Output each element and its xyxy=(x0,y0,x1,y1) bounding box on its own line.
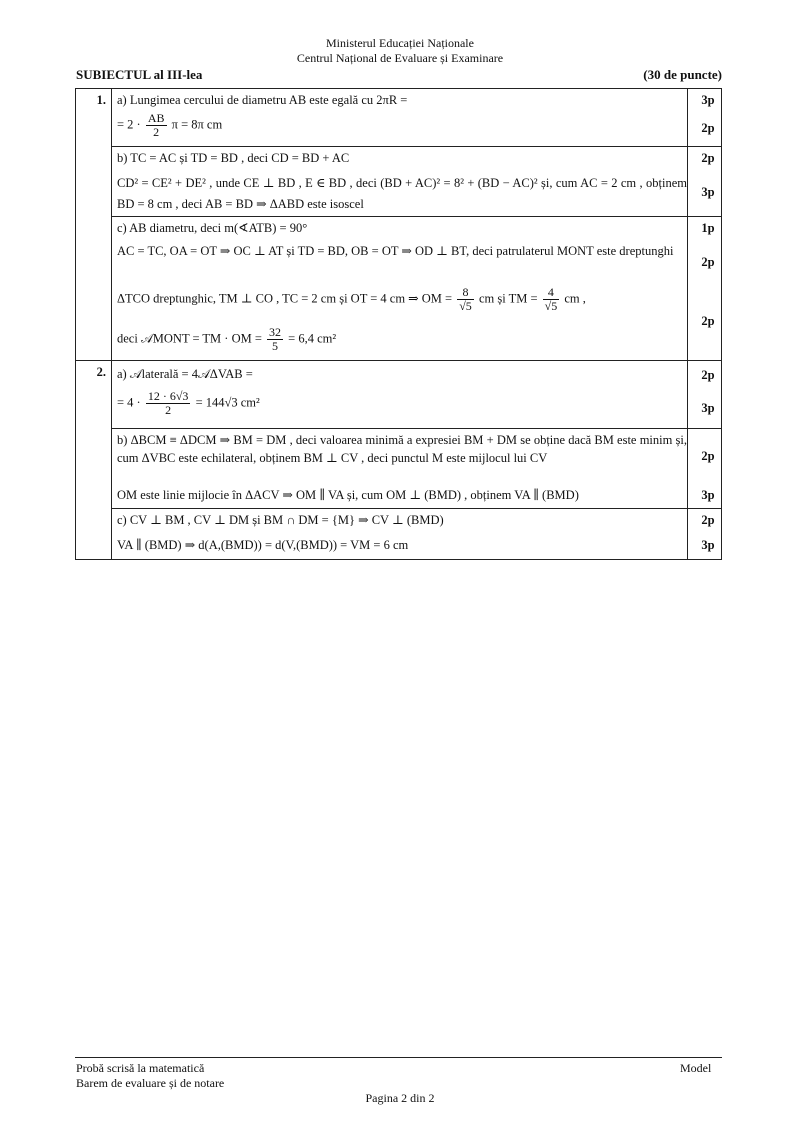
footer-barem: Barem de evaluare și de notare xyxy=(76,1076,225,1090)
q1a-fraction-den: 2 xyxy=(153,125,160,139)
q2c-points-1: 2p xyxy=(701,513,715,527)
q1a-line2-prefix: = 2 · xyxy=(117,117,141,132)
q2a-line2 xyxy=(117,390,260,417)
header-center: Centrul Național de Evaluare și Examinare xyxy=(296,51,504,65)
footer-page-number: Pagina 2 din 2 xyxy=(365,1091,435,1105)
q1b-points-1: 2p xyxy=(701,151,715,165)
footer-divider xyxy=(75,1057,722,1058)
header-ministry: Ministerul Educației Naționale xyxy=(326,36,474,50)
q1a-line1: a) Lungimea cercului de diametru AB este egală cu 2πR = xyxy=(117,93,408,107)
q2a-fraction-num: 12 · 6√3 xyxy=(147,389,189,403)
q1c-line4-suffix: = 6,4 cm² xyxy=(288,331,337,346)
footer-exam: Probă scrisă la matematică xyxy=(76,1061,205,1075)
q2a-line1: a) 𝒜laterală = 4𝒜ΔVAB = xyxy=(117,367,253,381)
q1b-line1: b) TC = AC și TD = BD , deci CD = BD + AC xyxy=(117,151,350,165)
q1a-fraction xyxy=(146,112,167,139)
q1c-fraction-om xyxy=(457,286,474,313)
subject-title: SUBIECTUL al III-lea xyxy=(76,67,203,82)
q1c-fraction-area-num: 32 xyxy=(269,325,282,339)
q1c-line4-prefix: deci 𝒜MONT = TM · OM = xyxy=(117,331,262,346)
question-number-2: 2. xyxy=(96,365,106,379)
q1b-points-2: 3p xyxy=(701,185,715,199)
q1c-line1: c) AB diametru, deci m(∢ATB) = 90° xyxy=(117,221,308,235)
q1c-points-3: 2p xyxy=(701,314,715,328)
q2a-fraction-den: 2 xyxy=(165,403,172,417)
q2b-line1: b) ΔBCM ≡ ΔDCM ⇒ BM = DM , deci valoarea minimă a expresiei BM + DM se obține dacă BM este minim și, cum ΔVBC este echilateral, obținem BM ⊥ CV , deci punctul M este mijlocul lui CV xyxy=(117,433,687,465)
q1c-points-1: 1p xyxy=(701,221,715,235)
q2a-fraction xyxy=(146,390,191,417)
subject-points: (30 de puncte) xyxy=(643,67,722,82)
q1c-line2: AC = TC, OA = OT ⇒ OC ⊥ AT și TD = BD, OB = OT ⇒ OD ⊥ BT, deci patrulaterul MONT este dreptunghi xyxy=(117,244,674,258)
q2a-points-1: 2p xyxy=(701,368,715,382)
q1c-line3 xyxy=(117,286,586,313)
q1a-points-1: 3p xyxy=(701,93,715,107)
q1a-points-2: 2p xyxy=(701,121,715,135)
q2c-line2: VA ∥ (BMD) ⇒ d(A,(BMD)) = d(V,(BMD)) = VM = 6 cm xyxy=(117,538,409,552)
q1c-line3-mid: cm și TM = xyxy=(478,291,538,306)
q1c-fraction-area xyxy=(267,326,283,353)
q2c-line1: c) CV ⊥ BM , CV ⊥ DM și BM ∩ DM = {M} ⇒ CV ⊥ (BMD) xyxy=(117,513,444,527)
q1a-line2 xyxy=(117,112,222,139)
q1a-line2-suffix: π = 8π cm xyxy=(171,117,223,132)
q1c-points-2: 2p xyxy=(701,255,715,269)
q1c-fraction-tm xyxy=(543,286,560,313)
q1c-line3-prefix: ΔTCO dreptunghic, TM ⊥ CO , TC = 2 cm și OT = 4 cm ⇒ OM = xyxy=(117,291,453,306)
q1c-fraction-om-num: 8 xyxy=(457,286,474,300)
q1c-line3-suffix: cm , xyxy=(564,291,586,306)
q2c-points-2: 3p xyxy=(701,538,715,552)
q1c-line4 xyxy=(117,326,336,353)
q2b-line2: OM este linie mijlocie în ΔACV ⇒ OM ∥ VA și, cum OM ⊥ (BMD) , obținem VA ∥ (BMD) xyxy=(117,488,579,502)
q1b-line2: CD² = CE² + DE² , unde CE ⊥ BD , E ∈ BD , deci (BD + AC)² = 8² + (BD − AC)² și, cum AC = 2 cm , obținem BD = 8 cm , deci AB = BD ⇒ ΔABD este isoscel xyxy=(117,176,687,211)
q1c-fraction-om-den: √5 xyxy=(459,299,472,313)
q1c-fraction-tm-num: 4 xyxy=(543,286,560,300)
q2a-line2-suffix: = 144√3 cm² xyxy=(195,395,260,410)
footer-model: Model xyxy=(680,1061,712,1075)
q2a-line2-prefix: = 4 · xyxy=(117,395,141,410)
q2b-points-2: 3p xyxy=(701,488,715,502)
question-number-1: 1. xyxy=(96,93,106,107)
q1c-fraction-tm-den: √5 xyxy=(544,299,558,313)
q2a-points-2: 3p xyxy=(701,401,715,415)
q2b-points-1: 2p xyxy=(701,449,715,463)
q1c-fraction-area-den: 5 xyxy=(272,339,279,353)
q1a-fraction-num: AB xyxy=(147,111,165,125)
